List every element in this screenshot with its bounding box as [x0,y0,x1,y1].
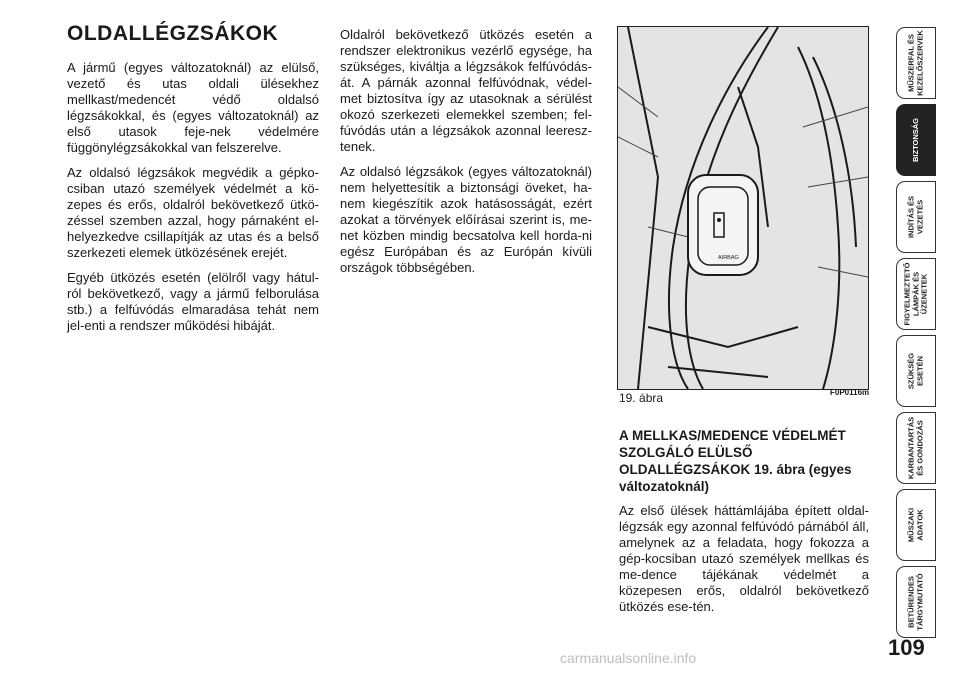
paragraph: A jármű (egyes változatoknál) az elülső, vezető és utas oldali ülésekhez mellkast/medencét védő oldalsó légzsákokkal, és (egyes változatoknál) az első utasok feje-nek védelmére függönylégzsákokkal van felszerelve. [67,60,319,155]
figure-caption: 19. ábra [619,391,664,405]
tab-instruments[interactable]: MŰSZERFAL ÉS KEZELŐSZERVEK [896,27,936,99]
paragraph: Egyéb ütközés esetén (elölről vagy hátul-ról bekövetkező, vagy a jármű felborulása stb.) a felfúvódás elmaradása tehát nem jel-enti a rendszer működési hibáját. [67,270,319,333]
tab-warning-lights[interactable]: FIGYELMEZTETŐ LÁMPÁK ÉS ÜZENETEK [896,258,936,330]
seat-illustration [618,27,868,389]
tab-safety[interactable]: BIZTONSÁG [896,104,936,176]
tab-technical-data[interactable]: MŰSZAKI ADATOK [896,489,936,561]
text-column-3 [619,503,869,624]
section-heading: A MELLKAS/MEDENCE VÉDELMÉT SZOLGÁLÓ ELÜLSŐ OLDALLÉGZSÁKOK 19. ábra (egyes változatoknál) [619,428,852,494]
figure-code: F0P0116m [830,388,870,397]
tab-maintenance[interactable]: KARBANTARTÁS ÉS GONDOZÁS [896,412,936,484]
text-column-2 [340,27,592,285]
paragraph: Az oldalsó légzsákok megvédik a gépko-csiban utazó személyek védelmét a kö-zepes és erős, oldalról bekövetkező ütkö-zéssel szemben azzal, hogy párnaként el-helyezkedve csillapítják az utas és a belső szerkezeti elemek ütközésének erejét. [67,165,319,260]
paragraph: Az oldalsó légzsákok (egyes változatoknál) nem helyettesítik a biztonsági öveket, ha-nem kiegészítik azok hatásosságát, ezért azokat a törvények előírásai szerint is, me-net közben mindig becsatolva kell horda-ni egész Európában és az Európán kívüli országok többségében. [340,164,592,275]
tab-index[interactable]: BETŰRENDES TÁRGYMUTATÓ [896,566,936,638]
page-title: OLDALLÉGZSÁKOK [67,22,279,45]
paragraph: Az első ülések háttámlájába épített oldal-légzsák egy azonnal felfúvódó párnából áll, amelynek az a feladata, hogy fokozza a gép-kocsiban utazó személyek mellkas és me-dence tájékának védelmét a közepesen erős, oldalról bekövetkező ütközés ese-tén. [619,503,869,614]
paragraph: Oldalról bekövetkező ütközés esetén a rendszer elektronikus vezérlő egysége, ha szükséges, kiváltja a légzsákok felfúvódás-át. A párnák azonnal felfúvódnak, védel-met biztosítva így az utasoknak a sérülést okozó szerkezeti elemekkel szemben; fel-fúvódás után a légzsákok azonnal leeresz-tenek. [340,27,592,154]
page-number: 109 [888,635,925,660]
tab-emergency[interactable]: SZÜKSÉG ESETÉN [896,335,936,407]
airbag-label: AIRBAG [718,255,739,261]
airbag-seat-figure [617,26,869,390]
watermark: carmanualsonline.info [560,650,697,666]
tab-starting-driving[interactable]: INDÍTÁS ÉS VEZETÉS [896,181,936,253]
chapter-tabs [896,27,936,643]
text-column-1 [67,60,319,343]
